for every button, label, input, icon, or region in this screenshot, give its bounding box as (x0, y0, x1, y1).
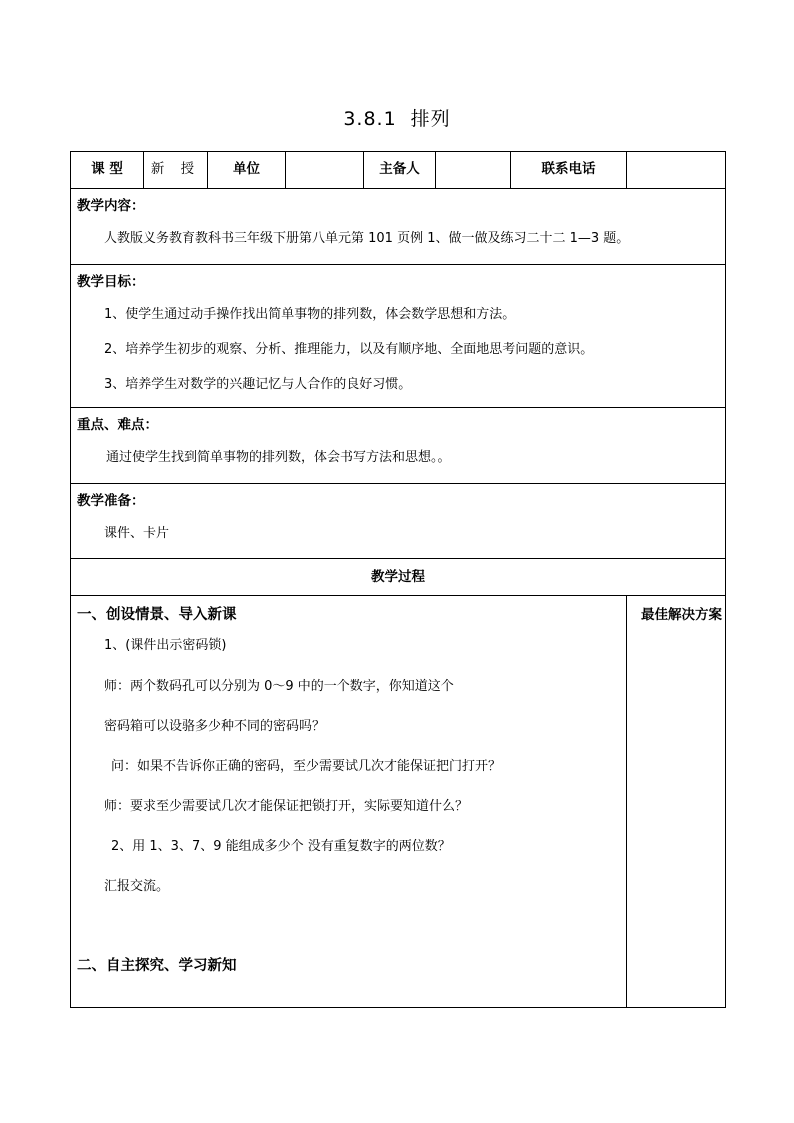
key-points-text: 通过使学生找到简单事物的排列数，体会书写方法和思想。。 (106, 450, 451, 465)
section1-heading: 一、创设情景、导入新课 (77, 607, 237, 623)
process-line: 师：两个数码孔可以分别为 0～9 中的一个数字，你知道这个 (104, 679, 454, 694)
process-main-row (71, 596, 726, 1008)
content-heading: 教学内容： (77, 198, 145, 214)
goal-item: 2、培养学生初步的观察、分析、推理能力，以及有顺序地、全面地思考问题的意识。 (104, 342, 594, 357)
preparation-row (71, 484, 726, 559)
goals-heading: 教学目标： (77, 274, 145, 290)
unit-label: 单位 (233, 161, 260, 177)
process-heading: 教学过程 (371, 569, 425, 585)
header-row (71, 152, 726, 189)
process-line: 师：要求至少需要试几次才能保证把锁打开，实际要知道什么？ (104, 799, 469, 814)
preparation-text: 课件、卡片 (104, 526, 170, 541)
process-line: 密码箱可以设骆多少种不同的密码吗？ (104, 719, 326, 734)
goal-item: 1、使学生通过动手操作找出简单事物的排列数，体会数学思想和方法。 (104, 307, 516, 322)
course-type-label: 课 型 (91, 161, 123, 177)
course-type-value: 新 授 (150, 161, 201, 177)
section2-heading: 二、自主探究、学习新知 (77, 958, 237, 974)
content-text: 人教版义务教育教科书三年级下册第八单元第 101 页例 1、做一做及练习二十二 1—3 题。 (104, 231, 630, 246)
process-line: 2、用 1、3、7、9 能组成多少个 没有重复数字的两位数？ (111, 839, 451, 854)
process-heading-row (71, 559, 726, 596)
page-title (0, 104, 794, 131)
process-content-cell (71, 596, 627, 1008)
preparer-label: 主备人 (379, 161, 420, 177)
goal-item: 3、培养学生对数学的兴趣记忆与人合作的良好习惯。 (104, 377, 412, 392)
process-line: 1、(课件出示密码锁) (104, 638, 227, 653)
phone-label: 联系电话 (541, 161, 596, 177)
preparation-heading: 教学准备： (77, 493, 145, 509)
preparer-value (436, 152, 510, 157)
lesson-title: 排列 (410, 108, 451, 130)
unit-value (286, 152, 363, 157)
process-line: 汇报交流。 (104, 879, 170, 894)
lesson-number: 3.8.1 (343, 108, 397, 130)
solution-cell (627, 596, 726, 1008)
lesson-plan-table (70, 151, 726, 1008)
key-points-heading: 重点、难点： (77, 417, 158, 433)
key-points-row (71, 408, 726, 484)
goals-row (71, 265, 726, 408)
phone-value (627, 152, 725, 157)
content-row (71, 189, 726, 265)
process-line: 问：如果不告诉你正确的密码，至少需要试几次才能保证把门打开？ (111, 759, 502, 774)
side-heading: 最佳解决方案 (641, 607, 722, 623)
